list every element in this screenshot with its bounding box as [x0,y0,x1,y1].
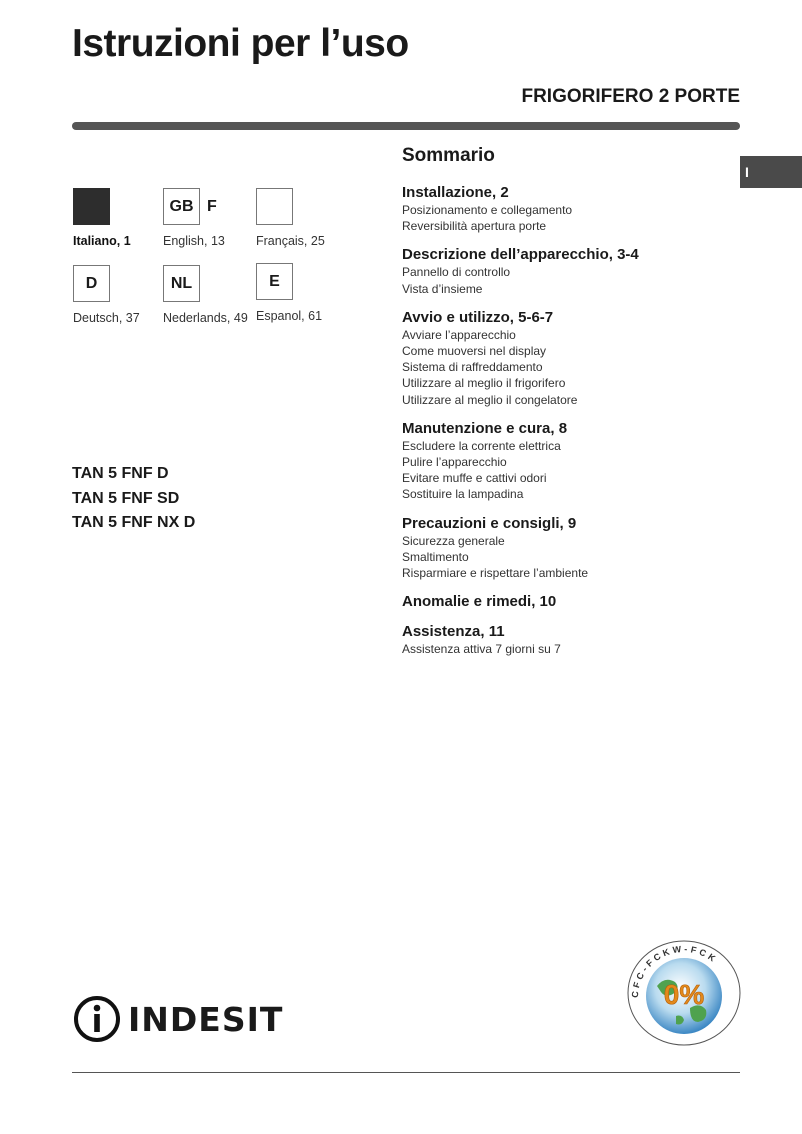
toc-item[interactable]: Utilizzare al meglio il congelatore [402,392,578,407]
toc-section-title[interactable]: Descrizione dell’apparecchio, 3-4 [402,246,639,264]
toc-item[interactable]: Assistenza attiva 7 giorni su 7 [402,642,561,657]
toc-section-title[interactable]: Installazione, 2 [402,184,509,201]
toc-item[interactable]: Evitare muffe e cattivi odori [402,471,547,486]
toc-item[interactable]: Sicurezza generale [402,533,505,548]
model-name: TAN 5 FNF SD [72,489,180,507]
toc-section-manutenzione [402,419,732,503]
toc-section-descrizione [402,245,732,296]
toc-item[interactable]: Come muoversi nel display [402,344,547,359]
language-box-nederlands[interactable]: NL [163,265,200,302]
language-label-english[interactable]: English, 13 [163,234,225,248]
toc-section-title[interactable]: Precauzioni e consigli, 9 [402,514,577,532]
cfc-free-badge [624,938,744,1053]
toc-item[interactable]: Avviare l’apparecchio [402,327,516,342]
language-label-espanol[interactable]: Espanol, 61 [256,309,323,323]
language-box-english[interactable]: GB [163,188,200,225]
toc-section-assistenza [402,622,732,657]
toc-section-precauzioni [402,514,732,582]
toc-section-avvio [402,308,732,408]
brand-logo [72,994,283,1044]
language-box-deutsch[interactable]: D [73,265,110,302]
toc-section-title[interactable]: Manutenzione e cura, 8 [402,419,568,437]
toc-item[interactable]: Risparmiare e rispettare l’ambiente [402,566,589,581]
language-box-espanol[interactable]: E [256,263,293,300]
toc-section-title[interactable]: Avvio e utilizzo, 5-6-7 [402,308,554,326]
toc-item[interactable]: Escludere la corrente elettrica [402,438,561,453]
language-box-english-extra: F [207,198,217,215]
language-label-italiano[interactable]: Italiano, 1 [73,234,131,248]
language-tab: I [740,156,802,188]
toc-item[interactable]: Posizionamento e collegamento [402,203,573,217]
page-subtitle: FRIGORIFERO 2 PORTE [521,86,740,107]
page-title: Istruzioni per l’uso [72,22,409,65]
model-name: TAN 5 FNF D [72,465,169,482]
toc-item[interactable]: Pannello di controllo [402,265,511,280]
earth-globe-icon [624,938,744,1048]
language-box-francais[interactable] [256,188,293,225]
language-label-nederlands[interactable]: Nederlands, 49 [163,311,248,325]
header-rule [72,122,740,130]
brand-name: INDESIT [128,999,284,1039]
toc-section-anomalie [402,592,732,611]
language-box-italiano[interactable] [73,188,110,225]
model-list [72,462,195,536]
toc-section-title[interactable]: Assistenza, 11 [402,623,505,641]
table-of-contents [402,145,732,668]
badge-ring-text: CFC-FCKW-FCK [629,943,720,999]
toc-section-installazione [402,183,732,234]
language-label-francais[interactable]: Français, 25 [256,234,325,248]
badge-center-text: 0% [663,979,705,1010]
toc-item[interactable]: Sostituire la lampadina [402,487,524,502]
toc-item[interactable]: Sistema di raffreddamento [402,360,543,375]
footer-rule [72,1072,740,1073]
language-label-deutsch[interactable]: Deutsch, 37 [73,311,140,325]
toc-item[interactable]: Smaltimento [402,549,469,564]
toc-section-title[interactable]: Anomalie e rimedi, 10 [402,593,557,611]
toc-item[interactable]: Vista d’insieme [402,281,483,296]
toc-item[interactable]: Pulire l’apparecchio [402,455,507,470]
toc-item[interactable]: Utilizzare al meglio il frigorifero [402,376,566,391]
toc-heading: Sommario [402,145,495,166]
model-name: TAN 5 FNF NX D [72,514,196,531]
indesit-symbol-icon [72,994,122,1044]
toc-item[interactable]: Reversibilità apertura porte [402,219,547,234]
